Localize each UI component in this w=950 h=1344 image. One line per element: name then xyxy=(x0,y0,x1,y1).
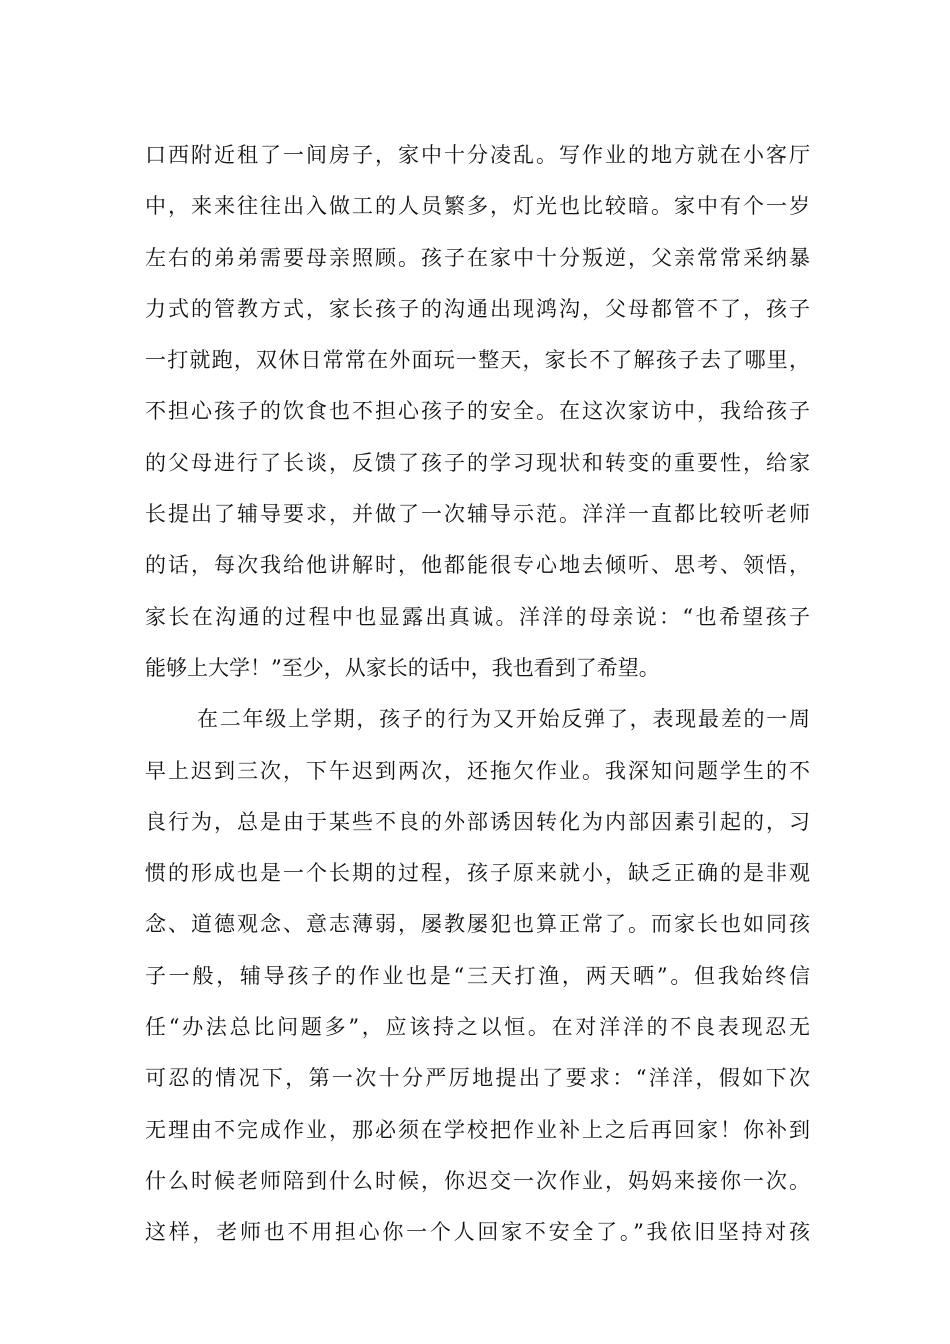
text-line: 一打就跑，双休日常常在外面玩一整天，家长不了解孩子去了哪里， xyxy=(145,348,810,373)
text-line: 任“办法总比问题多”，应该持之以恒。在对洋洋的不良表现忍无 xyxy=(145,1015,810,1040)
text-line-paragraph-start: 在二年级上学期，孩子的行为又开始反弹了，表现最差的一周 xyxy=(197,707,810,732)
text-line: 的父母进行了长谈，反馈了孩子的学习现状和转变的重要性，给家 xyxy=(145,450,810,475)
text-line: 良行为，总是由于某些不良的外部诱因转化为内部因素引起的，习 xyxy=(145,809,810,834)
text-line: 念、道德观念、意志薄弱，屡教屡犯也算正常了。而家长也如同孩 xyxy=(145,912,810,937)
text-line-paragraph-end: 能够上大学！”至少，从家长的话中，我也看到了希望。 xyxy=(145,655,660,680)
text-line: 口西附近租了一间房子，家中十分凌乱。写作业的地方就在小客厅 xyxy=(145,143,810,167)
text-line: 不担心孩子的饮食也不担心孩子的安全。在这次家访中，我给孩子 xyxy=(145,399,810,424)
text-line: 家长在沟通的过程中也显露出真诚。洋洋的母亲说：“也希望孩子 xyxy=(145,604,810,629)
document-body-text xyxy=(145,130,810,1259)
text-line: 惯的形成也是一个长期的过程，孩子原来就小，缺乏正确的是非观 xyxy=(145,861,810,886)
text-line: 长提出了辅导要求，并做了一次辅导示范。洋洋一直都比较听老师 xyxy=(145,502,810,527)
text-line: 的话，每次我给他讲解时，他都能很专心地去倾听、思考、领悟， xyxy=(145,553,810,578)
text-line: 力式的管教方式，家长孩子的沟通出现鸿沟，父母都管不了，孩子 xyxy=(145,296,810,321)
text-line: 这样，老师也不用担心你一个人回家不安全了。”我依旧坚持对孩 xyxy=(145,1220,810,1245)
text-line: 中，来来往往出入做工的人员繁多，灯光也比较暗。家中有个一岁 xyxy=(145,194,810,219)
text-line: 无理由不完成作业，那必须在学校把作业补上之后再回家！你补到 xyxy=(145,1117,810,1142)
text-line: 什么时候老师陪到什么时候，你迟交一次作业，妈妈来接你一次。 xyxy=(145,1168,810,1193)
text-line: 早上迟到三次，下午迟到两次，还拖欠作业。我深知问题学生的不 xyxy=(145,758,810,783)
text-line: 左右的弟弟需要母亲照顾。孩子在家中十分叛逆，父亲常常采纳暴 xyxy=(145,245,810,270)
text-line: 子一般，辅导孩子的作业也是“三天打渔，两天晒”。但我始终信 xyxy=(145,963,810,988)
text-line: 可忍的情况下，第一次十分严厉地提出了要求：“洋洋，假如下次 xyxy=(145,1066,810,1091)
